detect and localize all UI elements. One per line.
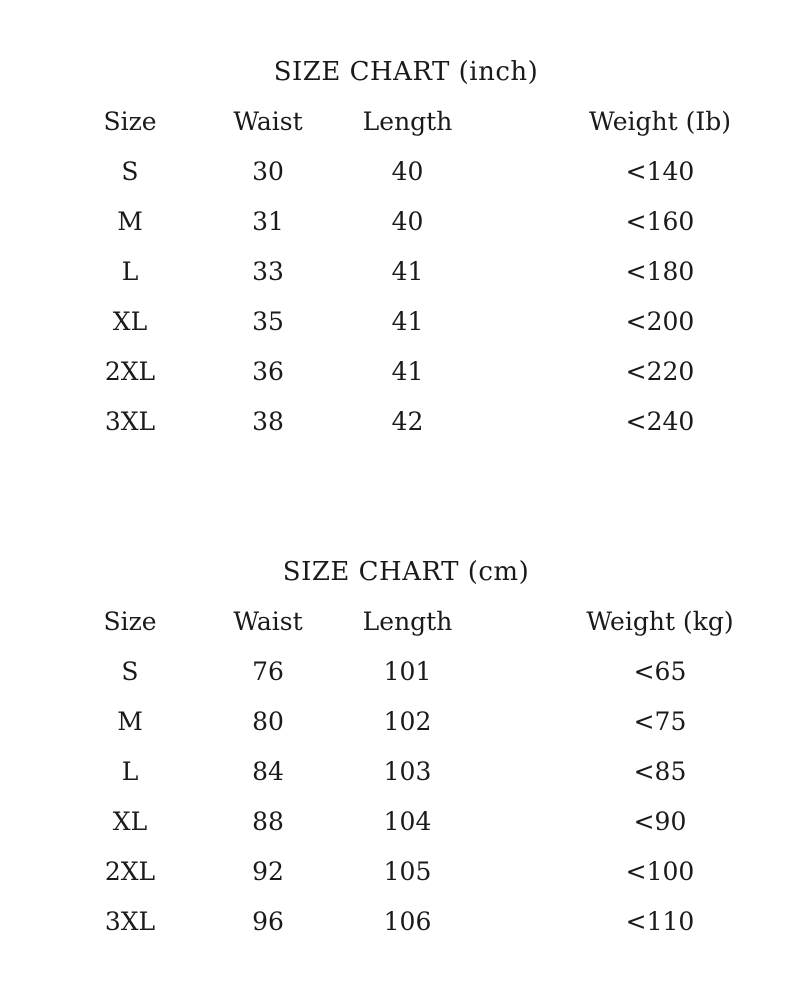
cell-weight: <160 [625,207,695,236]
cell-weight: <240 [625,407,695,436]
chart-title: SIZE CHART (inch) [273,57,539,87]
cell-waist: 35 [252,307,284,336]
header-waist: Waist [233,607,303,636]
cell-weight: <85 [633,757,687,786]
cell-length: 103 [383,757,432,786]
cell-weight: <200 [625,307,695,336]
cell-size: M [117,707,143,736]
table-row [0,700,800,744]
cell-length: 40 [391,207,424,236]
table-row [0,250,800,294]
cell-waist: 96 [252,907,284,936]
table-row [0,350,800,394]
cell-size: S [121,657,139,686]
table-header-row [0,600,800,644]
header-size: Size [103,107,157,136]
chart-title: SIZE CHART (cm) [282,557,530,587]
cell-waist: 38 [252,407,284,436]
cell-length: 41 [391,257,424,286]
header-waist: Waist [233,107,303,136]
cell-weight: <180 [625,257,695,286]
cell-length: 41 [391,307,424,336]
cell-size: 3XL [104,907,156,936]
cell-length: 41 [391,357,424,386]
cell-length: 40 [391,157,424,186]
header-weight: Weight (kg) [586,607,734,636]
table-row [0,750,800,794]
cell-size: 3XL [104,407,156,436]
cell-size: XL [112,807,148,836]
cell-weight: <90 [633,807,687,836]
cell-waist: 88 [252,807,284,836]
header-length: Length [362,107,453,136]
table-row [0,850,800,894]
cell-length: 104 [383,807,432,836]
cell-weight: <100 [625,857,695,886]
table-row [0,900,800,944]
table-row [0,400,800,444]
table-row [0,650,800,694]
table-header-row [0,100,800,144]
cell-weight: <65 [633,657,687,686]
table-row [0,200,800,244]
cell-waist: 30 [252,157,284,186]
cell-length: 102 [383,707,432,736]
cell-size: 2XL [104,357,156,386]
cell-length: 105 [383,857,432,886]
cell-size: XL [112,307,148,336]
header-length: Length [362,607,453,636]
cell-waist: 80 [252,707,284,736]
cell-weight: <220 [625,357,695,386]
cell-waist: 84 [252,757,284,786]
cell-size: 2XL [104,857,156,886]
cell-weight: <75 [633,707,687,736]
table-row [0,300,800,344]
cell-weight: <140 [625,157,695,186]
cell-size: S [121,157,139,186]
cell-weight: <110 [625,907,695,936]
table-row [0,800,800,844]
cell-size: L [121,257,139,286]
cell-waist: 31 [252,207,284,236]
cell-waist: 33 [252,257,284,286]
cell-length: 42 [391,407,424,436]
cell-waist: 92 [252,857,284,886]
cell-length: 106 [383,907,432,936]
header-size: Size [103,607,157,636]
cell-length: 101 [383,657,432,686]
cell-waist: 36 [252,357,284,386]
cell-waist: 76 [252,657,284,686]
cell-size: L [121,757,139,786]
header-weight: Weight (Ib) [589,107,731,136]
table-row [0,150,800,194]
cell-size: M [117,207,143,236]
